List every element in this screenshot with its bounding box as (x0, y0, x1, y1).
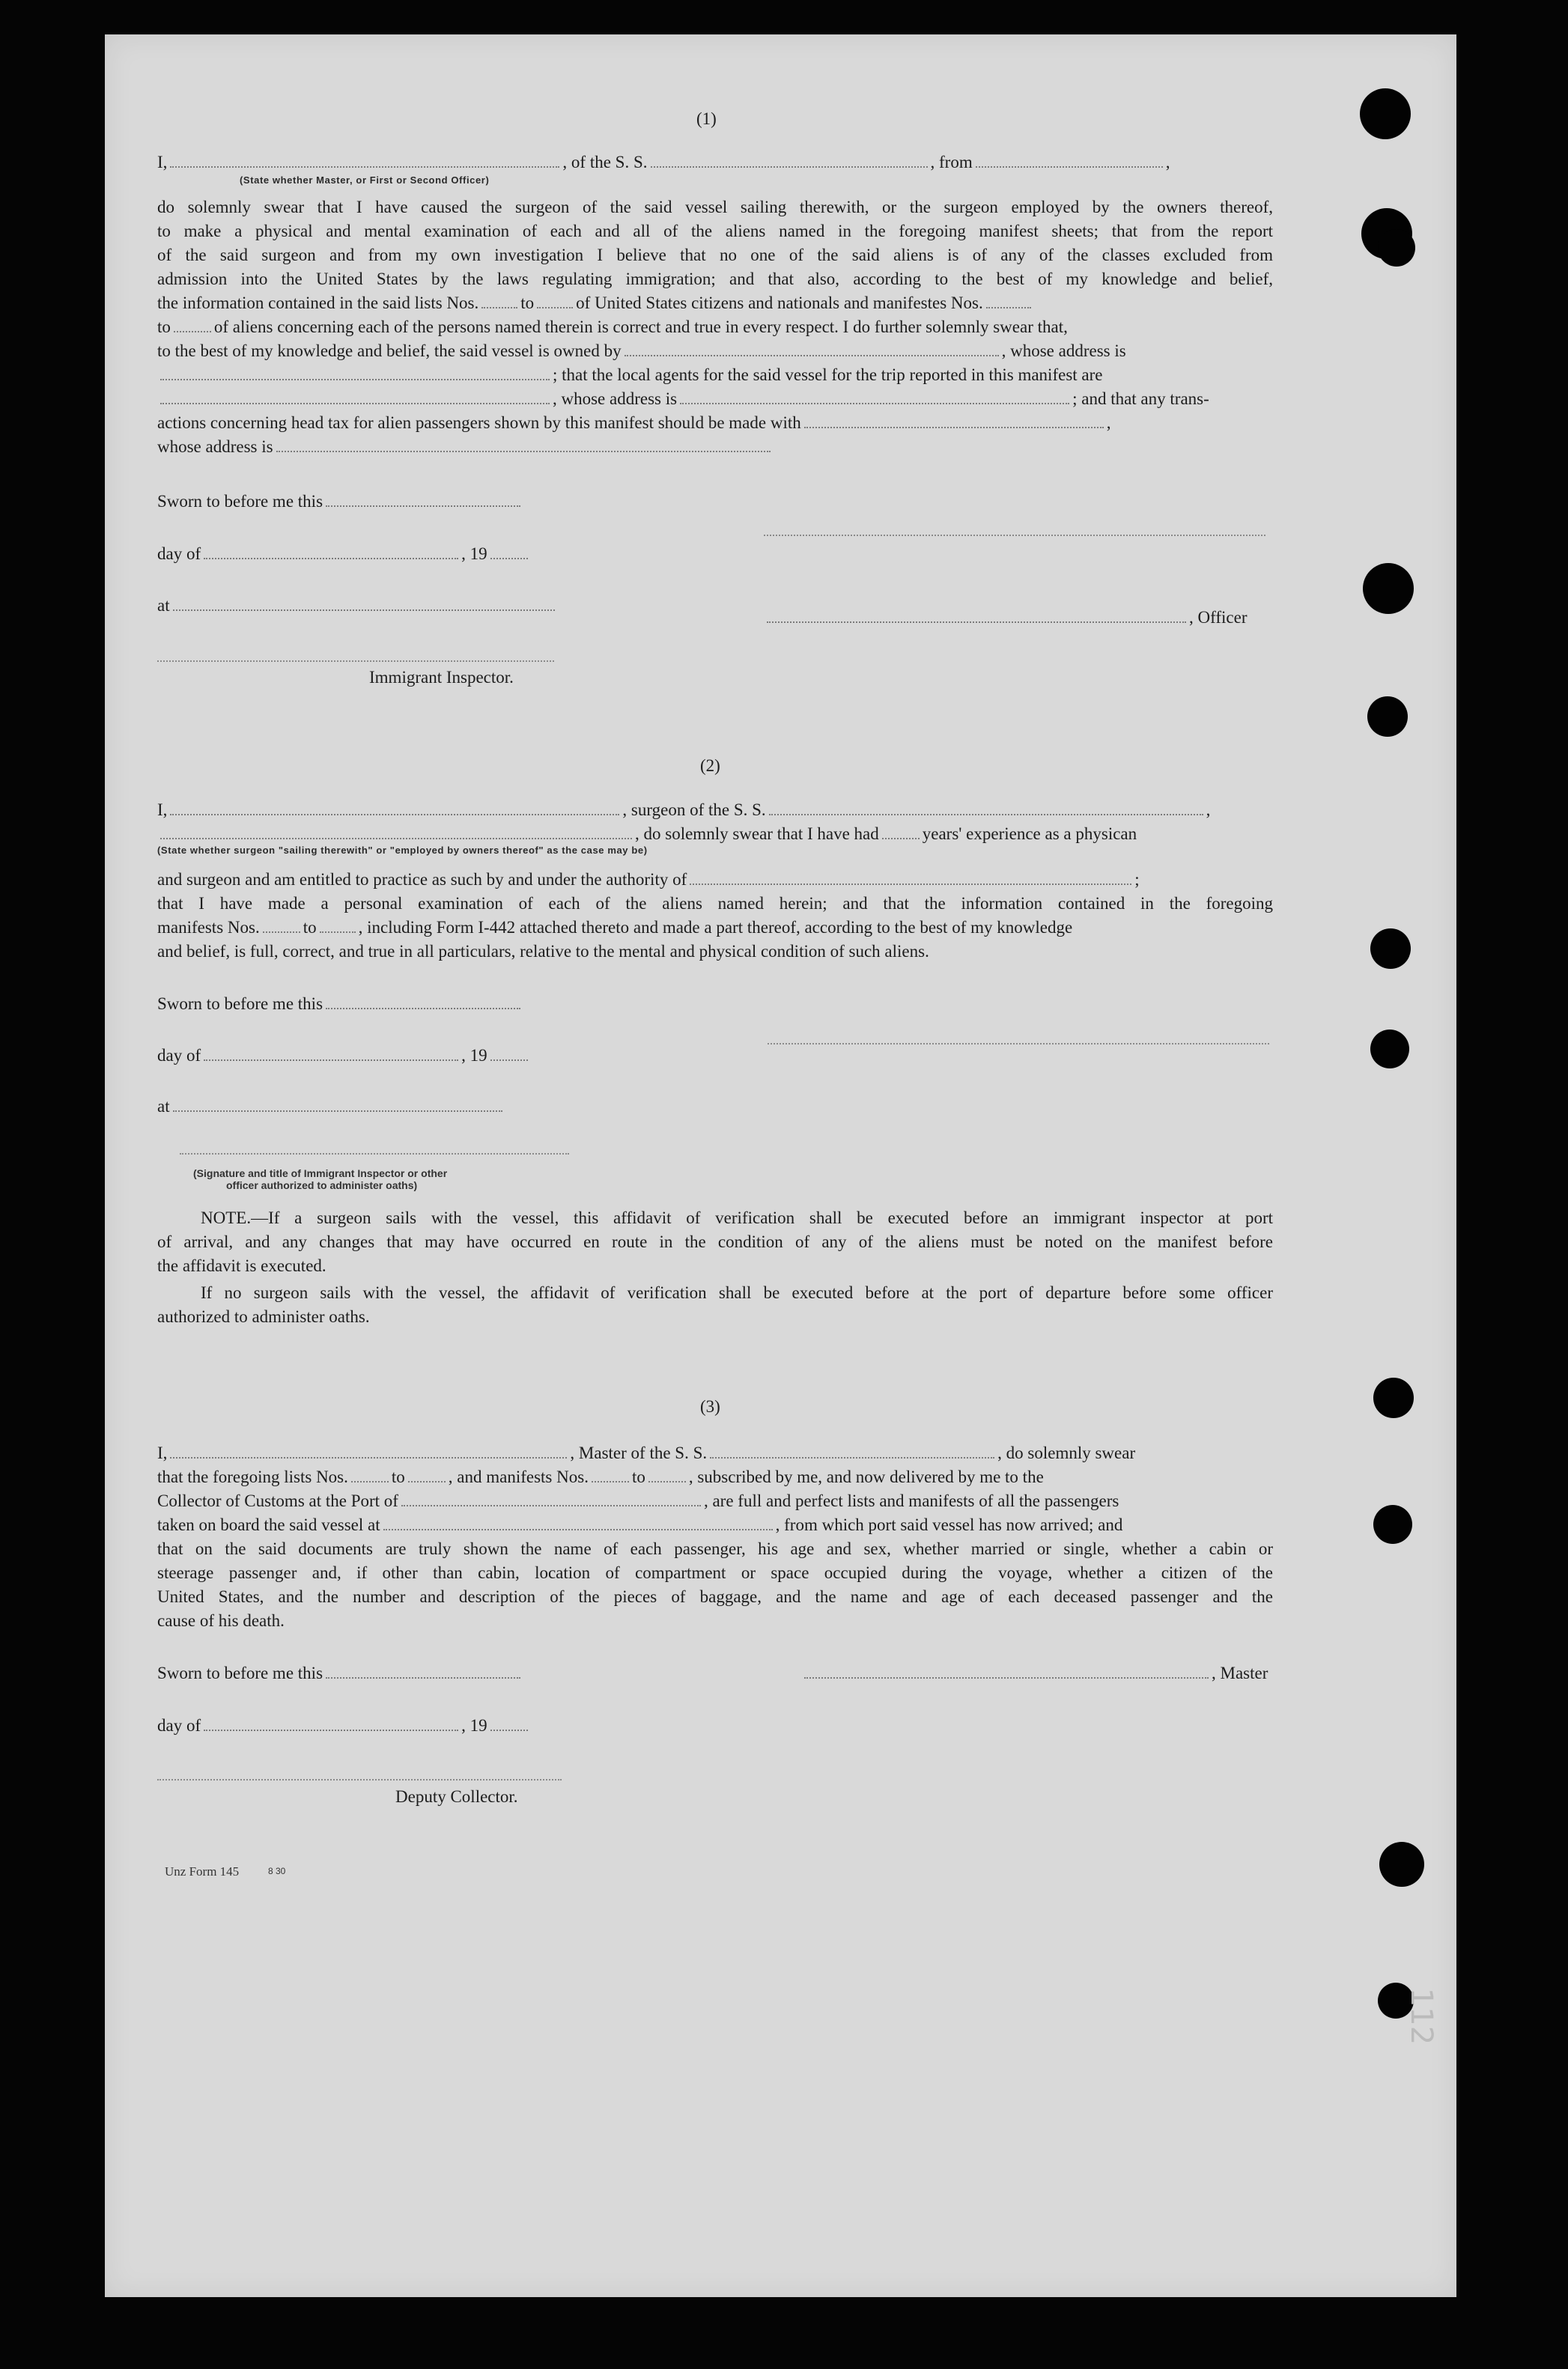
s1-at: at (157, 594, 558, 617)
s2-line-3: and surgeon and am entitled to practice as such by and under the authority of ; (157, 870, 1140, 889)
s1-signature-line (764, 535, 1265, 536)
s2-line-2: , do solemnly swear that I have had years' experience as a physican (157, 823, 1273, 845)
s1-immigrant-inspector: Immigrant Inspector. (369, 668, 514, 687)
s2-sig-caption-2: officer authorized to administer oaths) (226, 1179, 418, 1191)
punch-hole (1378, 229, 1415, 267)
s2-sig-caption-1: (Signature and title of Immigrant Inspector or other (193, 1167, 448, 1179)
s3-deputy-line (157, 1779, 562, 1780)
s1-para-line: to make a physical and mental examination of each and all of the aliens named in the foregoing manifest sheets; that from the report (157, 222, 1273, 240)
punch-hole (1363, 563, 1414, 614)
page-number: 112 (1404, 1987, 1439, 2046)
s1-para-line: admission into the United States by the laws regulating immigration; and that also, according to the best of my knowledge and belief, (157, 270, 1273, 288)
s3-master: , Master (801, 1662, 1268, 1685)
punch-hole (1367, 696, 1408, 737)
punch-hole (1373, 1378, 1414, 1418)
s3-line-4: taken on board the said vessel at , from which port said vessel has now arrived; and (157, 1515, 1123, 1534)
s2-note-line: the affidavit is executed. (157, 1256, 326, 1275)
s2-line-5: manifests Nos. to , including Form I-442 attached thereto and made a part thereof, according to the best of my knowledge (157, 918, 1073, 937)
s1-officer: , Officer (764, 606, 1247, 629)
s2-note-line: authorized to administer oaths. (157, 1307, 370, 1326)
s1-line-1: I, , of the S. S. , from , (157, 153, 1170, 171)
punch-hole (1373, 1505, 1412, 1544)
section-2-number: (2) (700, 756, 720, 775)
s1-inspector-line (157, 660, 554, 662)
form-code: 8 30 (268, 1866, 286, 1876)
s2-signature-line (768, 1043, 1269, 1044)
form-content (157, 0, 1273, 2369)
s2-note-line: If no surgeon sails with the vessel, the affidavit of verification shall be executed before at the port of departure before some officer (201, 1283, 1273, 1302)
s1-line-15: whose address is (157, 436, 1273, 458)
s2-line-4: that I have made a personal examination of each of the aliens named herein; and that the information contained in the foregoing (157, 894, 1273, 913)
punch-hole (1360, 88, 1411, 139)
s3-day: day of , 19 (157, 1715, 531, 1737)
form-number: Unz Form 145 (165, 1864, 240, 1879)
s2-note-line: of arrival, and any changes that may have occurred en route in the condition of any of the aliens must be noted on the manifest before (157, 1232, 1273, 1251)
s3-para-line: cause of his death. (157, 1611, 285, 1630)
s3-para-line: steerage passenger and, if other than cabin, location of compartment or space occupied during the voyage, whether a citizen of the (157, 1563, 1273, 1582)
s1-officer-note: (State whether Master, or First or Second Officer) (240, 174, 490, 186)
s1-para-line: do solemnly swear that I have caused the surgeon of the said vessel sailing therewith, or the surgeon employed by the owners thereof, (157, 198, 1273, 216)
punch-hole (1370, 928, 1411, 969)
s3-para-line: that on the said documents are truly shown the name of each passenger, his age and sex, whether married or single, whether a cabin or (157, 1539, 1273, 1558)
punch-hole (1370, 1030, 1409, 1068)
s1-sworn: Sworn to before me this (157, 490, 523, 513)
s2-note-line: NOTE.—If a surgeon sails with the vessel, this affidavit of verification shall be executed before an immigrant inspector at port (201, 1208, 1273, 1227)
section-1-number: (1) (696, 109, 717, 128)
section-3-number: (3) (700, 1397, 720, 1416)
s3-deputy-collector: Deputy Collector. (395, 1787, 518, 1806)
s1-day: day of , 19 (157, 543, 531, 565)
s3-line-1: I, , Master of the S. S. , do solemnly swear (157, 1444, 1136, 1462)
s3-line-3: Collector of Customs at the Port of , are full and perfect lists and manifests of all the passengers (157, 1491, 1119, 1510)
s2-sig-line (180, 1153, 569, 1155)
s1-line-10: to of aliens concerning each of the persons named therein is correct and true in every respect. I do further solemnly swear that, (157, 317, 1068, 336)
s2-line-6: and belief, is full, correct, and true in all particulars, relative to the mental and physical condition of such aliens. (157, 942, 929, 961)
s1-line-12: ; that the local agents for the said vessel for the trip reported in this manifest are (157, 364, 1273, 386)
punch-hole (1379, 1842, 1424, 1887)
s1-line-14: actions concerning head tax for alien passengers shown by this manifest should be made with , (157, 413, 1111, 432)
s2-sworn: Sworn to before me this (157, 993, 523, 1015)
s2-at: at (157, 1095, 505, 1118)
s3-para-line: United States, and the number and description of the pieces of baggage, and the name and age of each deceased passenger and the (157, 1587, 1273, 1606)
s1-line-11: to the best of my knowledge and belief, the said vessel is owned by , whose address is (157, 341, 1126, 360)
s2-line-1: I, , surgeon of the S. S. , (157, 800, 1211, 819)
s1-line-13: , whose address is ; and that any trans- (157, 388, 1273, 410)
s1-line-9: the information contained in the said lists Nos. to of United States citizens and nationals and manifestes Nos. (157, 292, 1273, 314)
s3-line-2: that the foregoing lists Nos. to , and manifests Nos. to , subscribed by me, and now delivered by me to the (157, 1468, 1044, 1486)
s2-day: day of , 19 (157, 1044, 531, 1067)
s3-sworn: Sworn to before me this (157, 1662, 523, 1685)
s1-para-line: of the said surgeon and from my own investigation I believe that no one of the said aliens is of any of the classes excluded from (157, 246, 1273, 264)
s2-surgeon-note: (State whether surgeon "sailing therewith" or "employed by owners thereof" as the case may be) (157, 845, 648, 856)
